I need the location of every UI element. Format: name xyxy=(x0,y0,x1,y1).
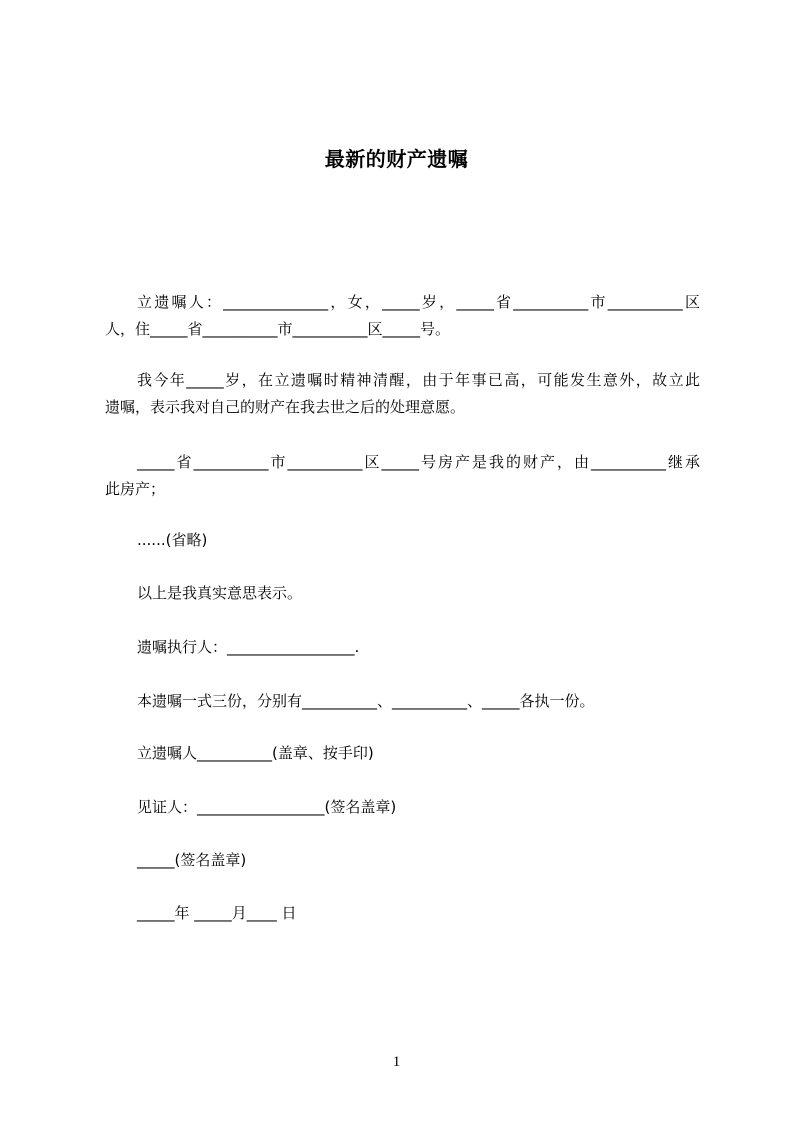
date-line: _____年 _____月____ 日 xyxy=(137,904,297,922)
executor-line: 遗嘱执行人：_________________. xyxy=(137,638,360,656)
statement-paragraph-line-1: 我今年_____岁，在立遗嘱时精神清醒，由于年事已高，可能发生意外，故立此 xyxy=(137,371,700,389)
witness-line-1: 见证人：_________________(签名盖章) xyxy=(137,798,397,816)
page-number: 1 xyxy=(392,1054,401,1070)
omitted-paragraph: ......(省略) xyxy=(137,531,208,549)
statement-paragraph-line-2: 遗嘱，表示我对自己的财产在我去世之后的处理意愿。 xyxy=(105,398,466,416)
property-paragraph-line-1: _____省__________市__________区_____号房产是我的财产，由__________继承 xyxy=(137,453,700,471)
witness-line-2: _____(签名盖章) xyxy=(137,851,247,869)
testator-signature-line: 立遗嘱人__________(盖章、按手印) xyxy=(137,744,374,762)
testator-paragraph-line-1: 立遗嘱人：______________，女，_____岁，_____省__________市__________区 xyxy=(137,293,700,311)
property-paragraph-line-2: 此房产； xyxy=(105,480,166,498)
testator-paragraph-line-2: 人，住_____省__________市__________区_____号。 xyxy=(105,320,451,338)
true-intent-paragraph: 以上是我真实意思表示。 xyxy=(137,584,303,602)
document-title: 最新的财产遗嘱 xyxy=(324,147,469,171)
copies-paragraph: 本遗嘱一式三份，分别有__________、__________、_____各执一份。 xyxy=(137,692,595,710)
